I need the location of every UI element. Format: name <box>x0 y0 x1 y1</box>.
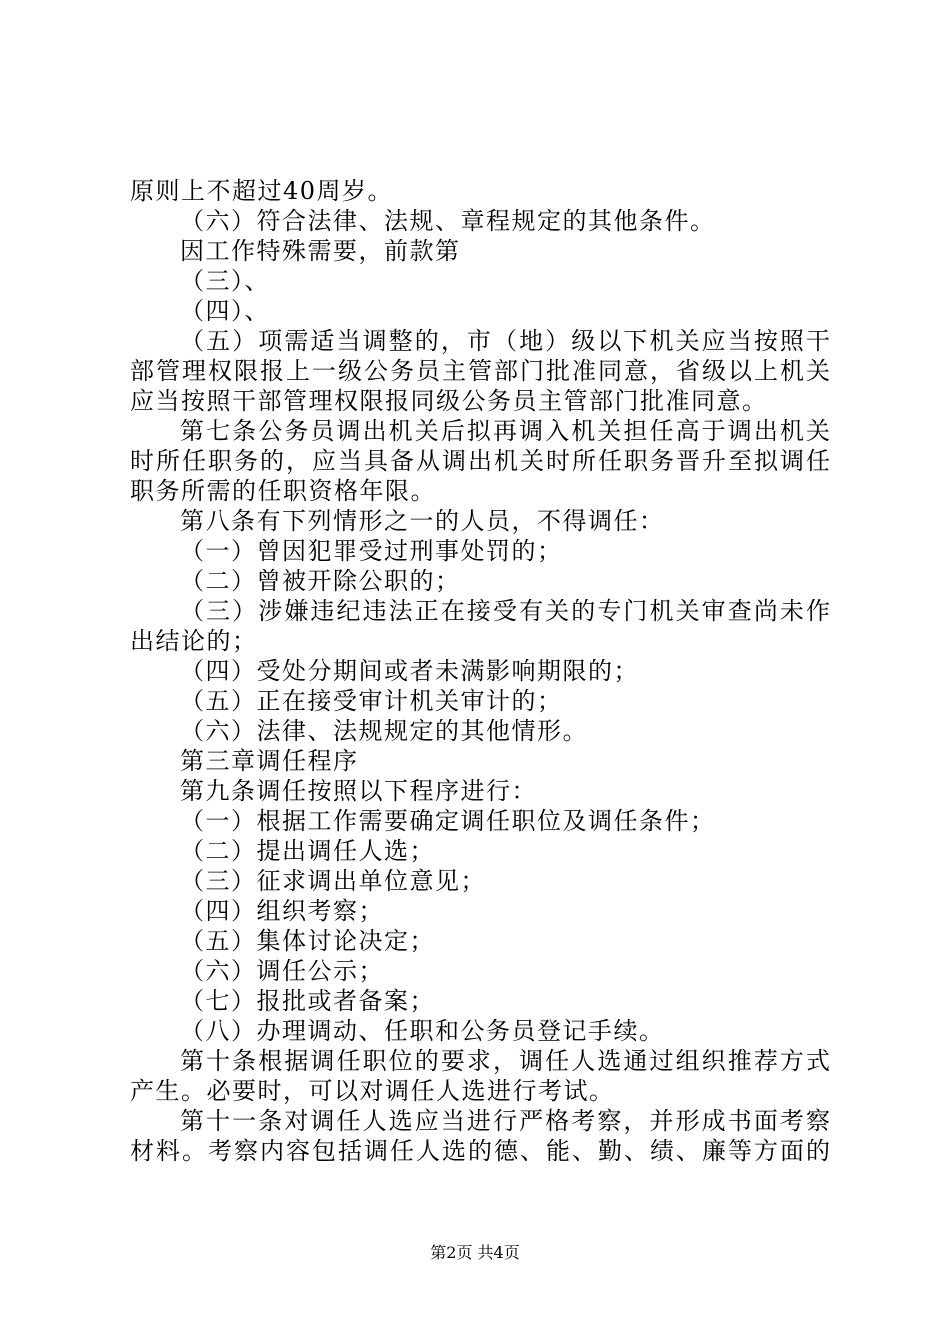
text-line: 第七条公务员调出机关后拟再调入机关担任高于调出机关 <box>180 417 830 445</box>
text-line: 材料。考察内容包括调任人选的德、能、勤、绩、廉等方面的 <box>130 1137 830 1165</box>
text-line: 第十一条对调任人选应当进行严格考察，并形成书面考察 <box>180 1107 830 1135</box>
text-line: （六）法律、法规规定的其他情形。 <box>180 717 588 745</box>
text-line: （五）项需适当调整的，市（地）级以下机关应当按照干 <box>180 327 830 355</box>
text-line: 原则上不超过40周岁。 <box>130 177 394 205</box>
text-line: 产生。必要时，可以对调任人选进行考试。 <box>130 1077 615 1105</box>
text-line: 因工作特殊需要，前款第 <box>180 237 461 265</box>
text-line: 第十条根据调任职位的要求，调任人选通过组织推荐方式 <box>180 1047 830 1075</box>
text-line: 职务所需的任职资格年限。 <box>130 477 436 505</box>
text-line: （八）办理调动、任职和公务员登记手续。 <box>180 1017 665 1045</box>
text-line: （三）征求调出单位意见； <box>180 867 486 895</box>
text-line: （三）、 <box>180 267 270 295</box>
text-line: 出结论的； <box>130 627 258 655</box>
text-line: （四）受处分期间或者未满影响期限的； <box>180 657 639 685</box>
text-line: 应当按照干部管理权限报同级公务员主管部门批准同意。 <box>130 387 768 415</box>
text-line: （四）组织考察； <box>180 897 384 925</box>
text-line: 部管理权限报上一级公务员主管部门批准同意，省级以上机关 <box>130 357 830 385</box>
text-line: （四）、 <box>180 297 270 325</box>
text-line: （五）正在接受审计机关审计的； <box>180 687 563 715</box>
text-line: （七）报批或者备案； <box>180 987 435 1015</box>
text-line: （三）涉嫌违纪违法正在接受有关的专门机关审查尚未作 <box>180 597 830 625</box>
text-line: （一）曾因犯罪受过刑事处罚的； <box>180 537 563 565</box>
text-line: （六）符合法律、法规、章程规定的其他条件。 <box>180 207 716 235</box>
text-line: （六）调任公示； <box>180 957 384 985</box>
text-line: （二）提出调任人选； <box>180 837 435 865</box>
text-line: 第九条调任按照以下程序进行： <box>180 777 537 805</box>
text-line: 时所任职务的，应当具备从调出机关时所任职务晋升至拟调任 <box>130 447 830 475</box>
page-footer: 第2页 共4页 <box>430 1243 520 1262</box>
text-line: （五）集体讨论决定； <box>180 927 435 955</box>
document-body <box>130 176 830 1166</box>
text-line: （一）根据工作需要确定调任职位及调任条件； <box>180 807 716 835</box>
text-line: 第八条有下列情形之一的人员，不得调任： <box>180 507 665 535</box>
text-line: （二）曾被开除公职的； <box>180 567 461 595</box>
chapter-heading: 第三章调任程序 <box>180 747 359 775</box>
